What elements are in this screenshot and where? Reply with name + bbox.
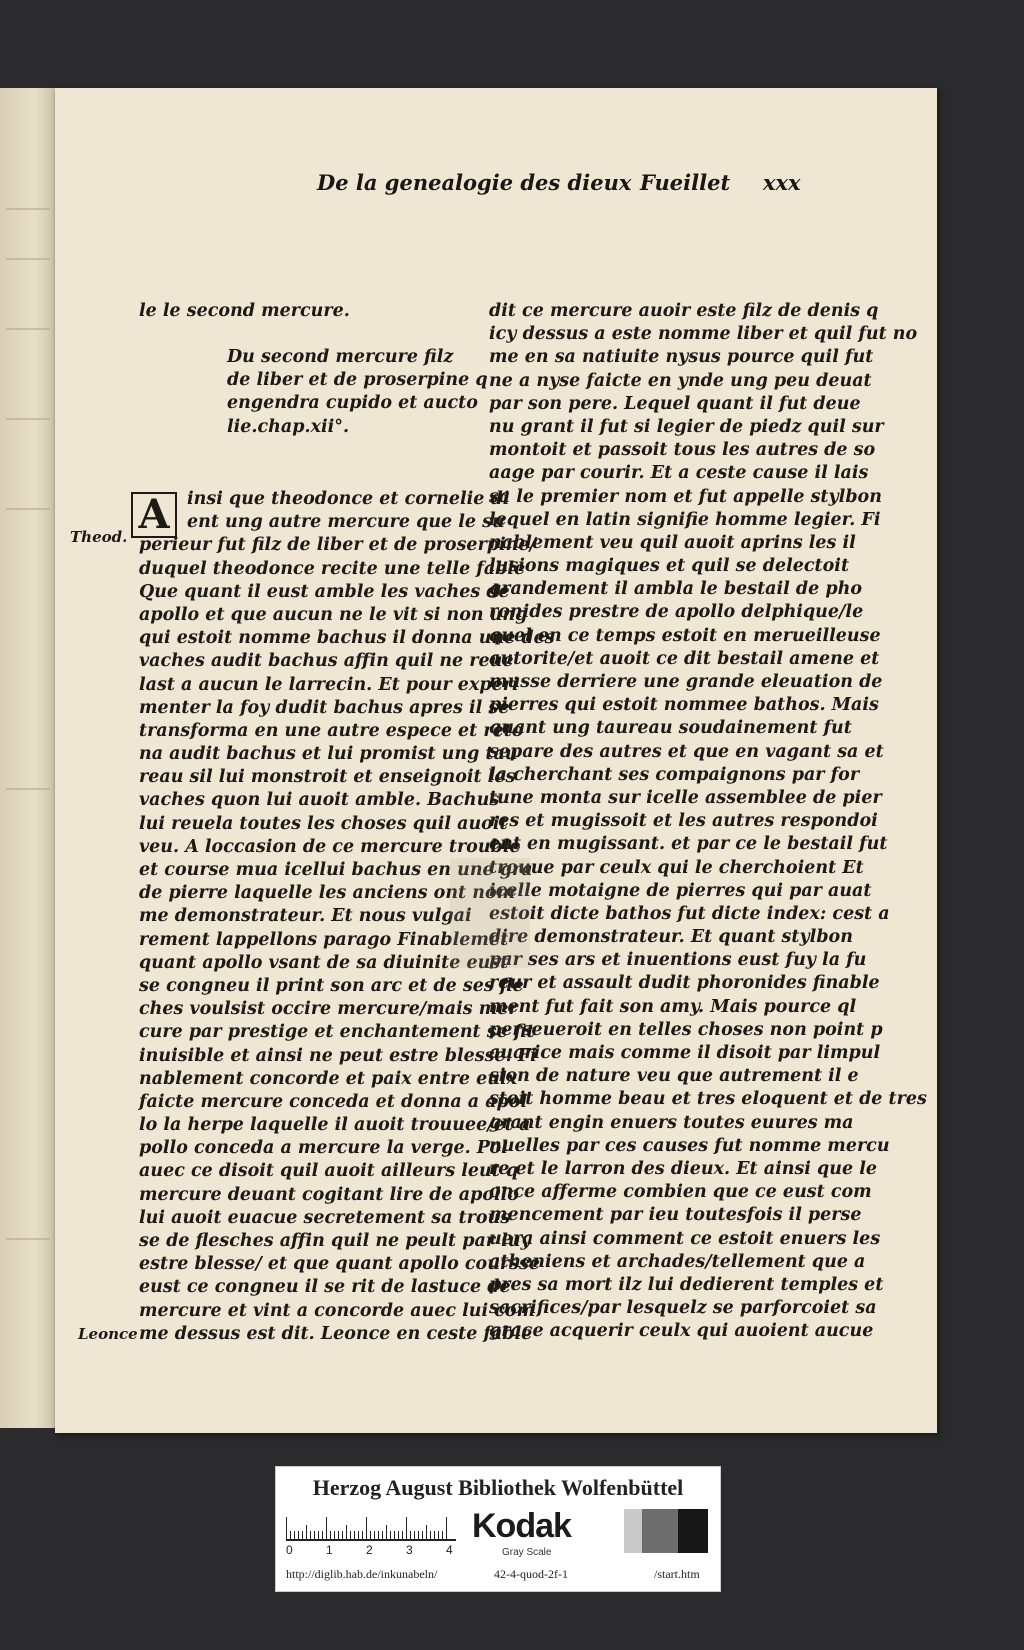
ruler-tick xyxy=(310,1531,311,1539)
text-line: aage par courir. Et a ceste cause il lais xyxy=(489,463,869,484)
text-line: last a aucun le larrecin. Et pour experi xyxy=(139,674,519,695)
text-line: la cherchant ses compaignons par for xyxy=(489,764,860,785)
text-line: mercure deuant cogitant lire de apollo xyxy=(139,1184,519,1205)
facing-page-edge xyxy=(0,88,60,1428)
ruler-number: 2 xyxy=(366,1543,373,1557)
text-line: nu grant il fut si legier de piedz quil sur xyxy=(489,416,884,437)
text-line: pollo conceda a mercure la verge. Pol xyxy=(139,1138,508,1159)
text-line: ronides prestre de apollo delphique/le xyxy=(489,602,864,623)
text-line: se de flesches affin quil ne peult par luy xyxy=(139,1231,531,1251)
ruler-tick xyxy=(350,1531,351,1539)
text-line: separe des autres et que en vagant sa et xyxy=(489,741,884,762)
text-line: duquel theodonce recite une telle fable xyxy=(139,558,526,579)
ruler-number: 3 xyxy=(406,1543,413,1557)
ruler-tick xyxy=(382,1531,383,1539)
text-line: estre blesse/ et que quant apollo coursse xyxy=(139,1254,540,1275)
text-line: once afferme combien que ce eust com xyxy=(489,1182,872,1203)
ruler-tick xyxy=(286,1517,287,1539)
text-line: eust ce congneu il se rit de lastuce de xyxy=(139,1277,511,1298)
text-line: lequel en latin signifie homme legier. Fi xyxy=(489,509,881,530)
text-line: sacrifices/par lesquelz se parforcoiet sa xyxy=(489,1298,877,1319)
ruler-tick xyxy=(402,1531,403,1539)
text-line: ment fut fait son amy. Mais pource ql xyxy=(489,996,857,1017)
gray-swatch-dark xyxy=(678,1509,708,1553)
library-target-card xyxy=(275,1466,721,1592)
text-line: pierres qui estoit nommee bathos. Mais xyxy=(489,695,879,716)
ruler-number: 4 xyxy=(446,1543,453,1557)
ruler-tick xyxy=(438,1531,439,1539)
text-line: sa le premier nom et fut appelle stylbon xyxy=(489,486,882,507)
marginal-note: Theod. xyxy=(70,528,128,546)
text-line: grant engin enuers toutes euures ma xyxy=(489,1112,854,1133)
text-line: apollo et que aucun ne le vit si non ung xyxy=(139,604,528,625)
ruler-tick xyxy=(338,1531,339,1539)
ruler-tick xyxy=(410,1531,411,1539)
library-name: Herzog August Bibliothek Wolfenbüttel xyxy=(312,1475,684,1500)
text-line: autorite/et auoit ce dit bestail amene et xyxy=(489,648,880,669)
ruler-tick xyxy=(346,1525,347,1539)
text-line: par ses ars et inuentions eust fuy la fu xyxy=(489,950,867,971)
ruler-tick xyxy=(394,1531,395,1539)
text-line: reur et assault dudit phoronides finable xyxy=(489,973,880,994)
text-line: quant ung taureau soudainement fut xyxy=(489,718,852,739)
text-line: lui auoit euacue secretement sa trous xyxy=(139,1207,511,1228)
ruler-tick xyxy=(330,1531,331,1539)
ruler-scale xyxy=(286,1509,456,1541)
ruler-tick xyxy=(414,1531,415,1539)
text-line: faicte mercure conceda et donna a apol xyxy=(139,1091,528,1112)
digital-library-url: http://diglib.hab.de/inkunabeln/ xyxy=(286,1567,438,1581)
text-line: de pierre laquelle les anciens ont nom xyxy=(139,883,516,904)
text-line: icy dessus a este nomme liber et quil fut no xyxy=(489,324,918,345)
text-line: ent ung autre mercure que le su xyxy=(187,512,505,533)
text-line: quant apollo vsant de sa diuinite eust xyxy=(139,952,509,973)
text-line: dit ce mercure auoir este filz de denis q xyxy=(489,301,879,321)
text-line: estoit dicte bathos fut dicte index: cest a xyxy=(489,903,890,924)
text-line: rement lappellons parago Finablemet xyxy=(139,929,509,950)
ruler-tick xyxy=(314,1531,315,1539)
ruler-tick xyxy=(370,1531,371,1539)
text-line: ent en mugissant. et par ce le bestail fut xyxy=(489,834,888,855)
text-line: tune monta sur icelle assemblee de pier xyxy=(489,787,882,808)
right-column-body xyxy=(489,300,927,1343)
text-line: stoit homme beau et tres eloquent et de tres xyxy=(489,1089,927,1110)
text-line: qui estoit nomme bachus il donna une des xyxy=(139,628,555,649)
ruler-tick xyxy=(406,1517,407,1539)
ruler-tick xyxy=(342,1531,343,1539)
decorated-initial: A xyxy=(131,492,177,538)
ruler-tick xyxy=(290,1531,291,1539)
ruler-tick xyxy=(366,1517,367,1539)
folio-number: xxx xyxy=(763,170,801,195)
text-line: montoit et passoit tous les autres de so xyxy=(489,440,876,461)
text-line: vaches quon lui auoit amble. Bachus xyxy=(139,790,500,811)
chapter-heading-line: de liber et de proserpine q xyxy=(227,370,488,391)
text-line: vaches audit bachus affin quil ne reue xyxy=(139,651,514,672)
ruler-tick xyxy=(442,1531,443,1539)
folio-word: Fueillet xyxy=(640,170,731,195)
ruler-tick xyxy=(322,1531,323,1539)
text-line: perieur fut filz de liber et de proserpine/ xyxy=(139,535,536,556)
shelfmark: 42-4-quod-2f-1 xyxy=(494,1567,568,1581)
text-line: nablement concorde et paix entre eulx xyxy=(139,1068,518,1089)
text-line: transforma en une autre espece et reto xyxy=(139,720,524,741)
running-header xyxy=(55,170,937,204)
ruler-tick xyxy=(306,1525,307,1539)
text-line: auec ce disoit quil auoit ailleurs leut q xyxy=(139,1161,519,1182)
ruler-tick xyxy=(386,1525,387,1539)
gray-scale-label: Gray Scale xyxy=(502,1547,552,1558)
text-line: uera ainsi comment ce estoit enuers les xyxy=(489,1228,881,1249)
ruler-tick xyxy=(434,1531,435,1539)
ruler-tick xyxy=(418,1531,419,1539)
text-line: nablement veu quil auoit aprins les il xyxy=(489,532,856,553)
chapter-heading-line: Du second mercure filz xyxy=(227,347,454,367)
ruler-tick xyxy=(362,1531,363,1539)
text-line: mencement par ieu toutesfois il perse xyxy=(489,1205,862,1226)
book-page xyxy=(55,88,937,1433)
text-line: par son pere. Lequel quant il fut deue xyxy=(489,393,861,414)
text-line: ches voulsist occire mercure/mais mer xyxy=(139,999,518,1020)
text-line: res et mugissoit et les autres respondoi xyxy=(489,811,878,832)
ruler-tick xyxy=(426,1525,427,1539)
watermark-shadow xyxy=(450,858,530,968)
text-line: cure par prestige et enchantement se fit xyxy=(139,1022,535,1043)
ruler-tick xyxy=(374,1531,375,1539)
text-line: lo la herpe laquelle il auoit trouuee/et a xyxy=(139,1115,531,1136)
text-line: quel en ce temps estoit en merueilleuse xyxy=(489,625,881,646)
text-line: menter la foy dudit bachus apres il se xyxy=(139,697,510,718)
running-title: De la genealogie des dieux xyxy=(317,170,632,195)
text-line: Que quant il eust amble les vaches de xyxy=(139,581,510,602)
text-line: se congneu il print son arc et de ses fle xyxy=(139,975,524,996)
kodak-logo: Kodak xyxy=(472,1507,571,1545)
ruler-tick xyxy=(326,1517,327,1539)
text-line: ne a nyse faicte en ynde ung peu deuat xyxy=(489,370,872,391)
gray-swatch-mid xyxy=(642,1509,678,1553)
text-line: atheniens et archades/tellement que a xyxy=(489,1251,866,1272)
marginal-note: Leonce xyxy=(78,1325,138,1343)
text-line: me en sa natiuite nysus pource quil fut xyxy=(489,347,874,368)
ruler-tick xyxy=(298,1531,299,1539)
text-line: lusions magiques et quil se delectoit xyxy=(489,556,850,577)
text-line: perseueroit en telles choses non point p xyxy=(489,1019,883,1040)
ruler-tick xyxy=(354,1531,355,1539)
text-line: mercure et vint a concorde auec lui com xyxy=(139,1300,536,1321)
ruler-tick xyxy=(318,1531,319,1539)
ruler-tick xyxy=(390,1531,391,1539)
chapter-heading xyxy=(227,346,488,439)
text-line: dire demonstrateur. Et quant stylbon xyxy=(489,927,853,948)
ruler-tick xyxy=(398,1531,399,1539)
ruler-numbers xyxy=(286,1543,466,1559)
ruler-tick xyxy=(422,1531,423,1539)
text-line: nuelles par ces causes fut nomme mercu xyxy=(489,1135,890,1156)
ruler-number: 0 xyxy=(286,1543,293,1557)
ruler-tick xyxy=(446,1517,447,1539)
text-line: icelle motaigne de pierres qui par auat xyxy=(489,880,872,901)
ruler-tick xyxy=(358,1531,359,1539)
text-line: musse derriere une grande eleuation de xyxy=(489,672,883,692)
start-path: /start.htm xyxy=(654,1567,700,1581)
text-line: reau sil lui monstroit et enseignoit les xyxy=(139,767,516,788)
text-line: auarice mais comme il disoit par limpul xyxy=(489,1043,881,1063)
ruler-tick xyxy=(294,1531,295,1539)
text-line: trouue par ceulx qui le cherchoient Et xyxy=(489,857,864,878)
text-line: lui reuela toutes les choses quil auoit xyxy=(139,813,508,834)
text-line: veu. A loccasion de ce mercure trouble xyxy=(139,836,521,857)
text-line: insi que theodonce et cornelie di xyxy=(187,489,510,509)
left-column-first-line: le le second mercure. xyxy=(139,301,350,321)
chapter-heading-line: lie.chap.xii°. xyxy=(227,416,350,437)
ruler-tick xyxy=(302,1531,303,1539)
text-line: na audit bachus et lui promist ung tau xyxy=(139,744,518,765)
ruler-tick xyxy=(378,1531,379,1539)
gray-swatch-light xyxy=(624,1509,642,1553)
text-line: grandement il ambla le bestail de pho xyxy=(489,579,863,600)
ruler-tick xyxy=(430,1531,431,1539)
text-line: grace acquerir ceulx qui auoient aucue xyxy=(489,1321,874,1342)
text-line: me dessus est dit. Leonce en ceste fable xyxy=(139,1323,533,1344)
text-line: inuisible et ainsi ne peut estre blesse. Fi xyxy=(139,1045,537,1066)
ruler-tick xyxy=(334,1531,335,1539)
text-line: me demonstrateur. Et nous vulgai xyxy=(139,906,472,927)
text-line: sion de nature veu que autrement il e xyxy=(489,1066,859,1087)
text-line: pres sa mort ilz lui dedierent temples et xyxy=(489,1274,884,1295)
chapter-heading-line: engendra cupido et aucto xyxy=(227,393,478,414)
ruler-number: 1 xyxy=(326,1543,333,1557)
text-line: re et le larron des dieux. Et ainsi que le xyxy=(489,1158,878,1179)
text-line: et course mua icellui bachus en une gra xyxy=(139,860,533,880)
